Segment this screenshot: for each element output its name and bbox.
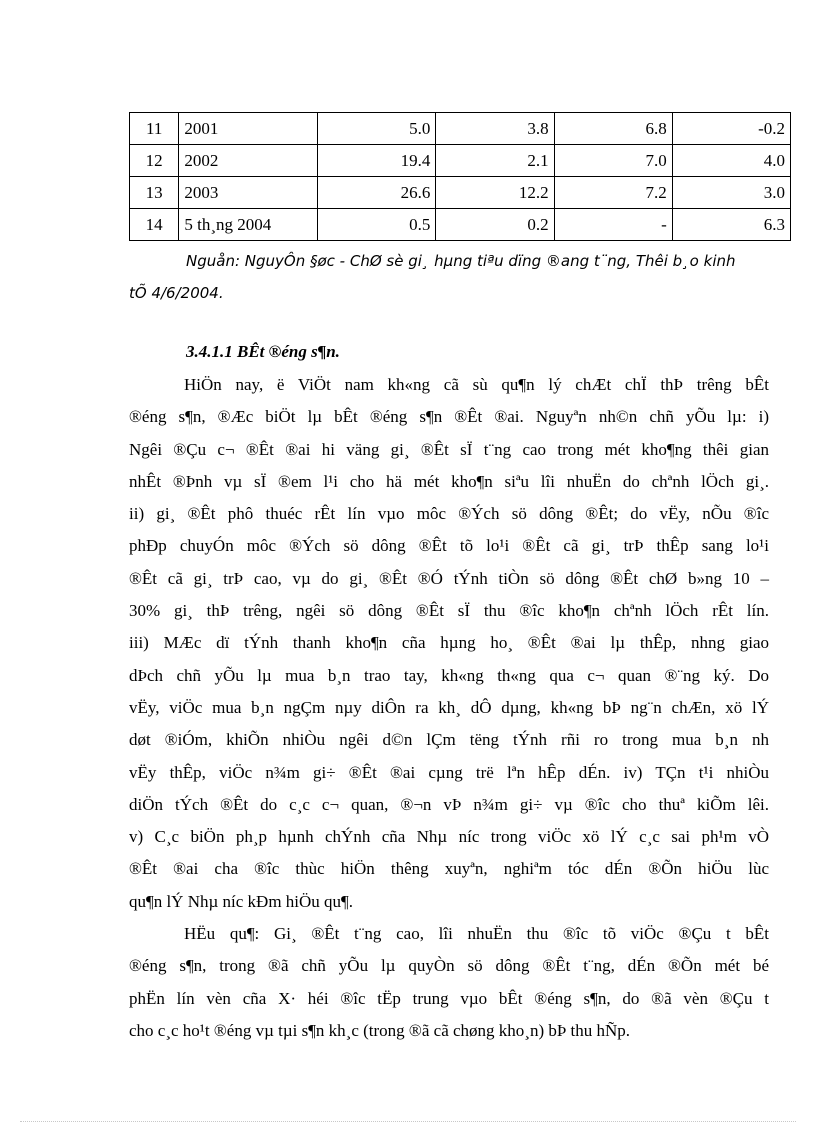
row-value: 26.6 (318, 177, 436, 209)
text-line: v) C¸c biÖn ph¸p hµnh chÝnh cña Nhµ níc trong viÖc xö lÝ c¸c sai ph¹m vÒ (129, 827, 769, 847)
text-line: HiÖn nay, ë ViÖt nam kh«ng cã sù qu¶n lý chÆt chÏ thÞ trêng bÊt (184, 375, 769, 394)
row-value: 7.2 (554, 177, 672, 209)
row-number: 14 (130, 209, 179, 241)
row-number: 11 (130, 113, 179, 145)
text-line: vËy, viÖc mua b¸n ngÇm nµy diÔn ra kh¸ dÔ dµng, kh«ng bÞ ng¨n chÆn, xö lÝ (129, 697, 769, 717)
row-year: 2003 (179, 177, 318, 209)
row-year: 2001 (179, 113, 318, 145)
table-row (130, 113, 791, 145)
text-line: døt ®iÓm, khiÕn nhiÒu ngêi d©n lÇm tëng tÝnh rñi ro trong mua b¸n nh (129, 730, 769, 750)
text-line: dÞch chñ yÕu lµ mua b¸n trao tay, kh«ng th«ng qua c¬ quan ®¨ng ký. Do (129, 665, 769, 685)
page-bottom-divider (20, 1121, 796, 1122)
text-line: ii) gi¸ ®Êt phô thuéc rÊt lín vµo môc ®Ých sö dông ®Êt; do vËy, nÕu ®îc (129, 504, 769, 524)
row-value: 3.0 (672, 177, 790, 209)
text-line: phËn lín vèn cña X· héi ®îc tËp trung vµo bÊt ®éng s¶n, do ®ã vèn ®Çu t (129, 988, 769, 1008)
text-line: vËy thÊp, viÖc n¾m gi÷ ®Êt ®ai cµng trë lªn hÊp dÉn. iv) TÇn t¹i nhiÒu (129, 762, 769, 782)
table-row (130, 145, 791, 177)
data-table (129, 112, 791, 241)
table-row (130, 177, 791, 209)
row-value: 3.8 (436, 113, 554, 145)
text-line: ®éng s¶n, ®Æc biÖt lµ bÊt ®éng s¶n ®Êt ®ai. Nguyªn nh©n chñ yÕu lµ: i) (129, 407, 769, 427)
row-value: - (554, 209, 672, 241)
text-line: ®éng s¶n, trong ®ã chñ yÕu lµ quyÒn sö dông ®Êt t¨ng, dÉn ®Õn mét bé (129, 956, 769, 976)
text-line: cho c¸c ho¹t ®éng vµ tµi s¶n kh¸c (trong ®ã cã chøng kho¸n) bÞ thu hÑp. (129, 1020, 631, 1040)
row-value: 6.3 (672, 209, 790, 241)
text-line: 30% gi¸ thÞ trêng, ngêi sö dông ®Êt sÏ thu ®îc kho¶n chªnh lÖch rÊt lín. (129, 601, 769, 621)
section-heading: 3.4.1.1 BÊt ®éng s¶n. (186, 342, 340, 361)
row-value: 12.2 (436, 177, 554, 209)
row-value: 7.0 (554, 145, 672, 177)
row-value: 4.0 (672, 145, 790, 177)
row-value: 6.8 (554, 113, 672, 145)
table-row (130, 209, 791, 241)
paragraph-2 (129, 918, 769, 1047)
paragraph-1 (129, 369, 769, 918)
text-line: Ngêi ®Çu c¬ ®Êt ®ai hi väng gi¸ ®Êt sÏ t¨ng cao trong mét kho¶ng thêi gian (129, 439, 769, 459)
row-value: 2.1 (436, 145, 554, 177)
row-number: 12 (130, 145, 179, 177)
row-year: 2002 (179, 145, 318, 177)
row-value: 0.2 (436, 209, 554, 241)
row-year: 5 th¸ng 2004 (179, 209, 318, 241)
text-line: diÖn tÝch ®Êt do c¸c c¬ quan, ®¬n vÞ n¾m gi÷ vµ ®îc cho thuª kiÕm lêi. (129, 794, 769, 814)
text-line: nhÊt ®Þnh vµ sÏ ®em l¹i cho hä mét kho¶n siªu lîi nhuËn do chªnh lÖch gi¸. (129, 471, 769, 491)
text-line: iii) MÆc dï tÝnh thanh kho¶n cña hµng ho¸ ®Êt ®ai lµ thÊp, nhng giao (129, 633, 769, 653)
row-value: 5.0 (318, 113, 436, 145)
text-line: qu¶n lÝ Nhµ níc kÐm hiÖu qu¶. (129, 891, 353, 911)
row-value: 19.4 (318, 145, 436, 177)
text-line: phÐp chuyÓn môc ®Ých sö dông ®Êt tõ lo¹i ®Êt cã gi¸ trÞ thÊp sang lo¹i (129, 536, 769, 556)
text-line: ®Êt ®ai cha ®îc thùc hiÖn thêng xuyªn, nghiªm tóc dÉn ®Õn hiÖu lùc (129, 859, 769, 879)
source-note: Nguån: NguyÔn §øc - ChØ sè gi¸ hµng tiªu dïng ®ang t¨ng, Thêi b¸o kinh tÕ 4/6/2004. (129, 252, 736, 302)
row-value: 0.5 (318, 209, 436, 241)
row-value: -0.2 (672, 113, 790, 145)
row-number: 13 (130, 177, 179, 209)
text-line: HËu qu¶: Gi¸ ®Êt t¨ng cao, lîi nhuËn thu ®îc tõ viÖc ®Çu t bÊt (184, 924, 769, 943)
text-line: ®Êt cã gi¸ trÞ cao, vµ do gi¸ ®Êt ®Ó tÝnh tiÒn sö dông ®Êt chØ b»ng 10 – (129, 568, 769, 588)
